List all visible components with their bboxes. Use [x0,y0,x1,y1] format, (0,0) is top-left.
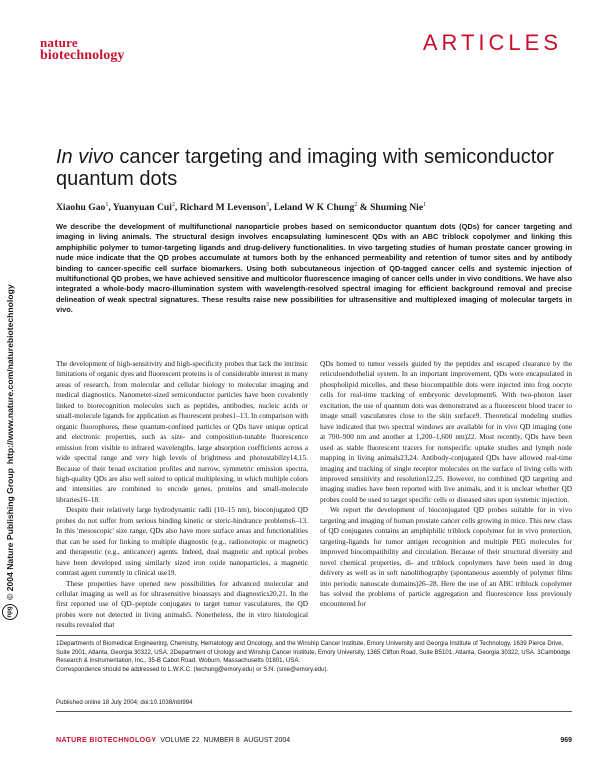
author-affiliation: 1 [105,202,109,208]
page-number: 969 [560,737,572,744]
journal-url-link[interactable]: http://www.nature.com/naturebiotechnology [5,284,15,465]
footer-number: NUMBER 8 [203,737,240,744]
bottom-divider [56,711,572,712]
body-paragraph: QDs homed to tumor vessels guided by the peptides and escaped clearance by the reticuloendothelial system. In an important improvement, QDs were encapsulated in phospholipid micelles, and these biocompatible dots were injected into frog oocyte cells for real-time tracking of embryonic development6. With two-photon laser excitation, the use of quantum dots was demonstrated as a fluorescent blood tracer to image small vasculatures close to the skin surface9. Theoretical modeling studies have indicated that two spectral windows are available for in vivo QD imaging (one at 700–900 nm and another at 1,200–1,600 nm)22. Most recently, QDs have been used as stable fluorescent tracers for nonspecific uptake studies and lymph node mapping in living animals23,24. Antibody-conjugated QDs have allowed real-time imaging and tracking of single receptor molecules on the surface of living cells with improved sensitivity and resolution12,25. However, no combined QD targeting and imaging studies have been reported with live animals, and it is unclear whether QD probes could be used to target specific cells or diseased sites upon systemic injection. [320,359,572,504]
footer-journal-name: NATURE BIOTECHNOLOGY [56,737,157,744]
author-affiliation: 2 [354,202,358,208]
body-paragraph: These properties have opened new possibilities for advanced molecular and cellular imaging as well as for ultrasensitive bioassays and diagnostics20,21. In the first reported use of QD–peptide conjugates to target tumor vasculatures, the QD probes were not detected in living animals5. Nonetheless, the in vitro histological results revealed that [56,578,308,630]
publication-info: Published online 18 July 2004; doi:10.1038/nbt994 [56,699,193,706]
author-name: Shuming Nie [370,202,424,214]
author-name: Richard M Levenson [179,202,267,214]
page-footer [56,737,572,744]
affiliations-footnote [56,640,572,674]
author-name: Xiaohu Gao [56,202,106,214]
author-name: Leland W K Chung [273,202,355,214]
copyright-sidebar [2,120,24,620]
abstract: We describe the development of multifunctional nanoparticle probes based on semiconductor quantum dots (QDs) for cancer targeting and imaging in living animals. The structural design involves encapsulating luminescent QDs with an ABC triblock copolymer and linking this amphiphilic polymer to tumor-targeting ligands and drug-delivery functionalities. In vivo targeting studies of human prostate cancer growing in nude mice indicate that the QD probes accumulate at tumors both by the enhanced permeability and retention of tumor sites and by antibody binding to cancer-specific cell surface biomarkers. Using both subcutaneous injection of QD-tagged cancer cells and systemic injection of multifunctional QD probes, we have achieved sensitive and multicolor fluorescence imaging of cancer cells under in vivo conditions. We have also integrated a whole-body macro-illumination system with wavelength-resolved spectral imaging for efficient background removal and precise delineation of weak spectral signatures. These results raise new possibilities for ultrasensitive and multiplexed imaging of molecular targets in vivo. [56,222,572,315]
body-column-left [56,359,308,631]
body-paragraph: Despite their relatively large hydrodynamic radii (10–15 nm), bioconjugated QD probes do not suffer from serious binding kinetic or steric-hindrance problems6–13. In this 'mesoscopic' size range, QDs also have more surface areas and functionalities that can be used for linking to multiple diagnostic (e.g., radioisotopic or magnetic) and therapeutic (e.g., anticancer) agents. Indeed, dual magnetic and optical probes have been developed using similarly sized iron oxide nanoparticles, a magnetic contrast agent currently in clinical use19. [56,505,308,578]
npg-logo-icon: npg [2,604,18,620]
author-affiliation: 2 [171,202,175,208]
author-affiliation: 1 [423,202,427,208]
affiliations-text: 1Departments of Biomedical Engineering, Chemistry, Hematology and Oncology, and the Winship Cancer Institute, Emory University and Georgia Institute of Technology, 1639 Pierce Drive, Suite 2001, Atlanta, Georgia 30322, USA. 2Department of Urology and Winship Cancer Institute, Emory University, 1365 Clifton Road, Suite B5101, Atlanta, Georgia 30322, USA. 3Cambridge Research & Instrumentation, Inc., 35-B Cabot Road, Woburn, Massachusetts 01801, USA. [56,640,571,665]
body-paragraph: We report the development of bioconjugated QD probes suitable for in vivo targeting and imaging of human prostate cancer cells growing in mice. This new class of QD conjugates contains an amphiphilic triblock copolymer for in vivo protection, targeting-ligands for tumor antigen recognition and multiple PEG molecules for improved biocompatibility and circulation. Because of their structural diversity and novel chemical properties, di- and triblock copolymers have been used in drug delivery as well as in soft nanolithography (spontaneous assembly of polymer films into periodic nanoscale domains)26–28. Here the use of an ABC triblock copolymer has solved the problems of particle aggregation and fluorescence loss previously encountered for [320,505,572,609]
footer-date: AUGUST 2004 [243,737,291,744]
logo-line-biotechnology: biotechnology [40,48,125,63]
correspondence-text: Correspondence should be addressed to L.W.K.C. (lwchung@emory.edu) or S.N. (snie@emory.edu). [56,665,329,673]
copyright-text: © 2004 Nature Publishing Group [5,468,15,600]
footer-volume: VOLUME 22 [160,737,200,744]
logo-line-nature: nature [40,35,78,50]
title-italic: In vivo [56,146,114,168]
author-name: Yuanyuan Cui [112,202,172,214]
body-column-right [320,359,572,610]
section-heading: ARTICLES [422,30,562,55]
journal-logo [40,36,160,63]
title-rest: cancer targeting and imaging with semiconductor quantum dots [56,146,555,190]
author-list: Xiaohu Gao$^1$, Yuanyuan Cui$^2$, Richard M Levenson$^3$, Leland W K Chung$^2$ & Shuming Nie$^1$ [56,202,427,214]
author-affiliation: 3 [266,202,270,208]
footnote-divider [56,635,572,636]
article-title [56,146,556,190]
body-paragraph: The development of high-sensitivity and high-specificity probes that lack the intrinsic limitations of organic dyes and fluorescent proteins is of considerable interest in many areas of research, from molecular and cellular biology to molecular imaging and medical diagnostics. Nanometer-sized semiconductor particles have been covalently linked to biorecognition molecules such as peptides, antibodies, nucleic acids or small-molecule ligands for application as fluorescent probes1–13. In comparison with organic fluorophores, these quantum-confined particles or QDs have unique optical and electronic properties, such as size- and composition-tunable fluorescence emission from visible to infrared wavelengths, large absorption coefficients across a wide spectral range and very high levels of brightness and photostability14,15. Because of their broad excitation profiles and narrow, symmetric emission spectra, high-quality QDs are also well suited to optical multiplexing, in which multiple colors and intensities are combined to encode genes, proteins and small-molecule libraries16–18. [56,359,308,504]
